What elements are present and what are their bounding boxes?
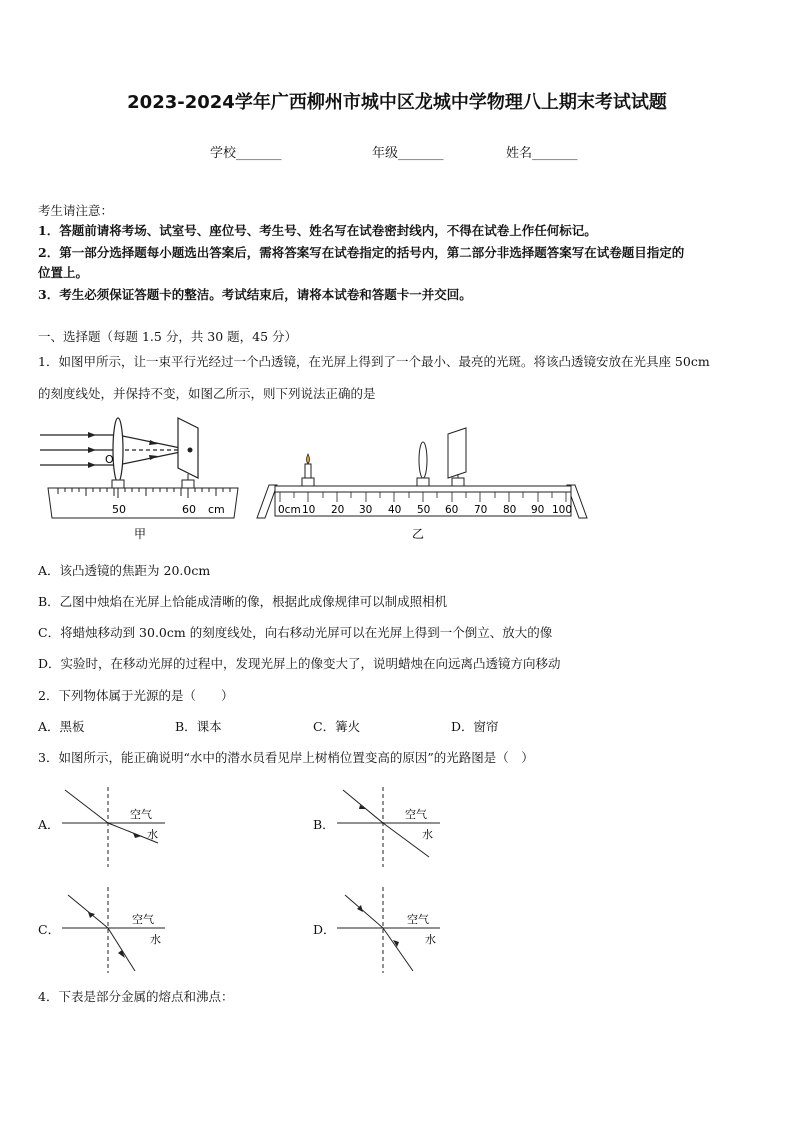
ruler-label-80: 80 [503, 504, 517, 516]
lens-center-label: O [105, 453, 114, 466]
notice-item-2: 2．第一部分选择题每小题选出答案后，需将答案写在试卷指定的括号内，第二部分非选择题答案写在试卷题目指定的 [38, 245, 685, 260]
notice-heading: 考生请注意： [38, 203, 114, 218]
ruler-label-20: 20 [331, 504, 345, 516]
tick-label-unit: cm [208, 503, 225, 516]
q2-option-d[interactable]: D．窗帘 [451, 719, 499, 734]
figure-caption-yi: 乙 [412, 527, 425, 541]
q2-option-a[interactable]: A．黑板 [38, 719, 85, 734]
ruler-label-10: 10 [302, 504, 316, 516]
q3-d-water-label: 水 [425, 933, 436, 946]
ruler-label-70: 70 [474, 504, 488, 516]
section-heading: 一、选择题（每题 1.5 分，共 30 题，45 分） [38, 329, 298, 344]
q3-diagram-b[interactable] [335, 785, 445, 870]
tick-label-60: 60 [182, 503, 196, 516]
q2-option-c[interactable]: C．篝火 [313, 719, 361, 734]
q2-question: 2．下列物体属于光源的是（ ） [38, 688, 234, 703]
q3-diagram-c[interactable] [60, 885, 170, 975]
q1-option-a[interactable]: A．该凸透镜的焦距为 20.0cm [38, 563, 211, 578]
ruler-label-90: 90 [531, 504, 545, 516]
grade-field[interactable]: 年级_______ [372, 146, 444, 161]
tick-label-50: 50 [112, 503, 126, 516]
notice-item-3: 3．考生必须保证答题卡的整洁。考试结束后，请将本试卷和答题卡一并交回。 [38, 287, 472, 302]
q3-a-water-label: 水 [147, 828, 158, 841]
q3-a-air-label: 空气 [130, 808, 152, 821]
q3-question: 3．如图所示，能正确说明“水中的潜水员看见岸上树梢位置变高的原因”的光路图是（ ） [38, 750, 534, 765]
figure-jia [38, 410, 248, 545]
q3-d-air-label: 空气 [407, 913, 429, 926]
q3-option-d-label[interactable]: D． [313, 922, 336, 937]
q3-diagram-a[interactable] [60, 785, 170, 870]
q3-c-air-label: 空气 [132, 913, 154, 926]
page-title: 2023-2024学年广西柳州市城中区龙城中学物理八上期末考试试题 [127, 92, 667, 113]
q1-line-2: 的刻度线处，并保持不变，如图乙所示，则下列说法正确的是 [38, 386, 376, 401]
q3-option-c-label[interactable]: C． [38, 922, 61, 937]
q1-option-d[interactable]: D．实验时，在移动光屏的过程中，发现光屏上的像变大了，说明蜡烛在向远离凸透镜方向移动 [38, 656, 561, 671]
ruler-label-50: 50 [417, 504, 431, 516]
q3-c-water-label: 水 [150, 933, 161, 946]
q2-option-b[interactable]: B．课本 [175, 719, 222, 734]
q3-b-air-label: 空气 [405, 808, 427, 821]
q1-option-b[interactable]: B．乙图中烛焰在光屏上恰能成清晰的像，根据此成像规律可以制成照相机 [38, 594, 448, 609]
school-field[interactable]: 学校_______ [210, 146, 282, 161]
name-field[interactable]: 姓名_______ [506, 146, 578, 161]
q4-question: 4．下表是部分金属的熔点和沸点： [38, 989, 234, 1004]
q3-option-b-label[interactable]: B． [313, 817, 335, 832]
notice-item-2-cont: 位置上。 [38, 265, 89, 280]
ruler-label-40: 40 [388, 504, 402, 516]
q3-diagram-d[interactable] [335, 885, 445, 975]
q3-option-a-label[interactable]: A． [38, 817, 60, 832]
q3-b-water-label: 水 [422, 828, 433, 841]
ruler-label-60: 60 [445, 504, 459, 516]
q1-option-c[interactable]: C．将蜡烛移动到 30.0cm 的刻度线处，向右移动光屏可以在光屏上得到一个倒立、放大的像 [38, 625, 553, 640]
notice-item-1: 1．答题前请将考场、试室号、座位号、考生号、姓名写在试卷密封线内，不得在试卷上作任何标记。 [38, 223, 597, 238]
ruler-label-100: 100 [552, 504, 573, 516]
q1-line-1: 1．如图甲所示，让一束平行光经过一个凸透镜，在光屏上得到了一个最小、最亮的光斑。将该凸透镜安放在光具座 50cm [38, 354, 710, 369]
ruler-label-30: 30 [359, 504, 373, 516]
figure-yi [255, 420, 590, 545]
figure-caption-jia: 甲 [134, 527, 147, 541]
ruler-label-0: 0cm [278, 504, 301, 516]
